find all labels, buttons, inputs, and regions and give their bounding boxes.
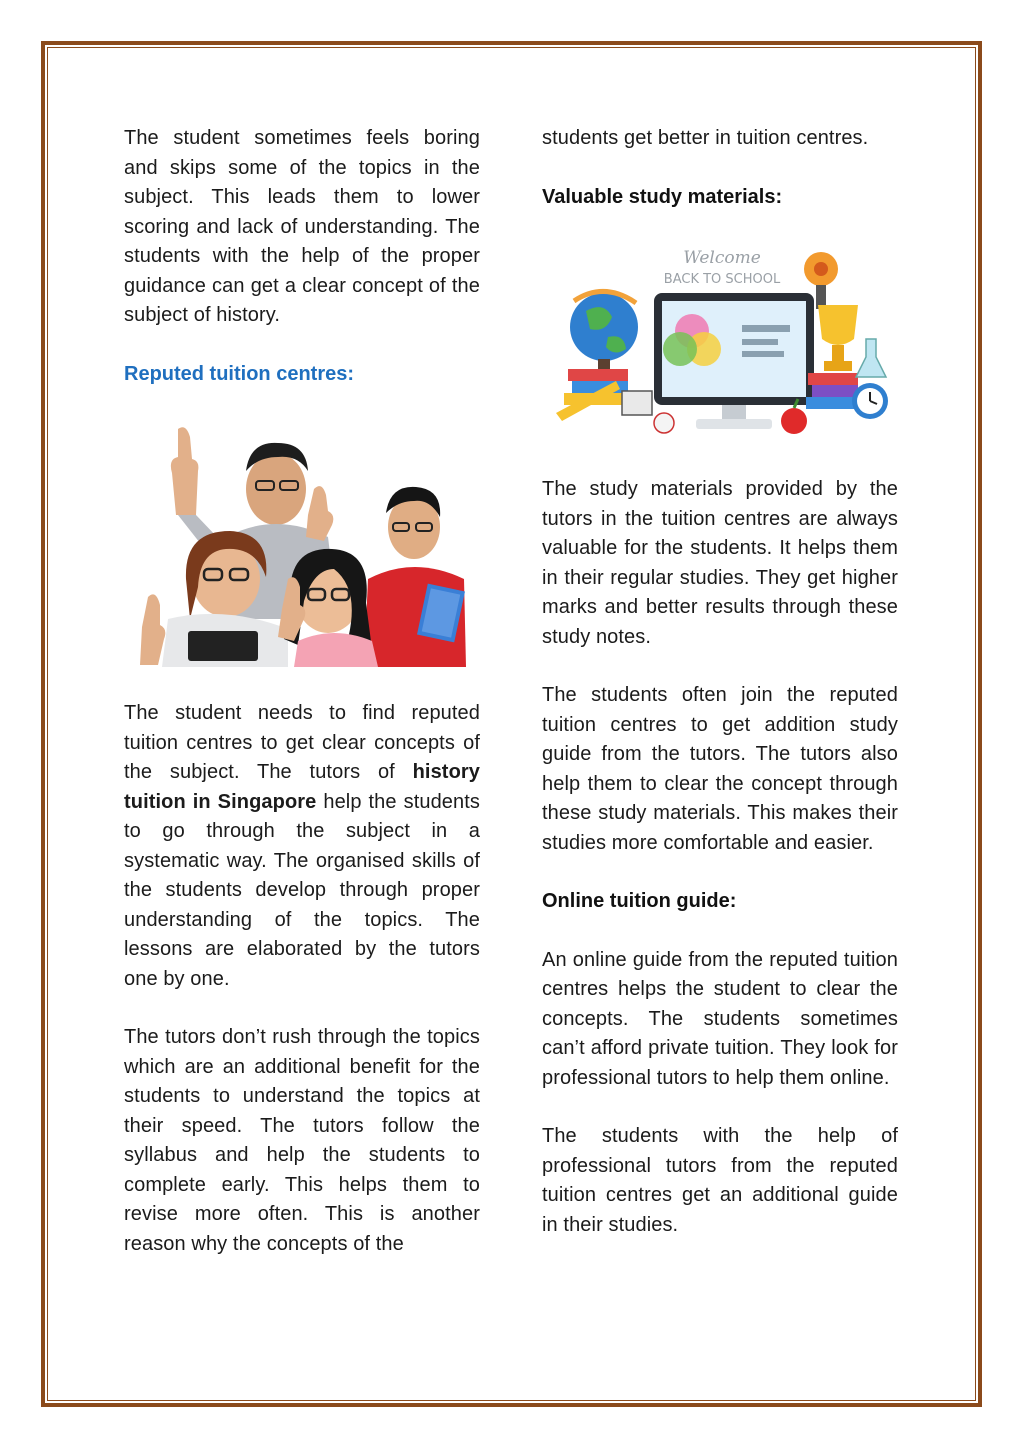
back-to-school-text: BACK TO SCHOOL [663, 272, 781, 287]
paragraph: The tutors don’t rush through the topics which are an additional benefit for the students to understand the topics at their speed. The tutors follow the syllabus and help the students to complete early. This helps them to revise more often. This is another reason why the concepts of the [124, 1026, 480, 1255]
paragraph: An online guide from the reputed tuition centres helps the student to clear the concepts. The students sometimes can’t afford private tuition. They look for professional tutors to help them online. [542, 948, 898, 1089]
right-column [542, 124, 898, 1269]
paragraph: The study materials provided by the tutors in the tuition centres are always valuable for the students. It helps them in their regular studies. They get higher marks and better results through these study notes. [542, 478, 898, 648]
history-tuition-singapore-keyword: history tuition in Singapore [124, 761, 480, 813]
back-to-school-illustration [546, 241, 896, 441]
paragraph: students get better in tuition centres. [542, 127, 869, 149]
heading-valuable-study-materials: Valuable study materials: [542, 185, 783, 208]
heading-reputed-tuition-centres: Reputed tuition centres: [124, 362, 355, 385]
paragraph-text: help the students to go through the subject in a systematic way. The organised skills of the students develop through proper understanding of the topics. The lessons are elaborated by the tutors one by one. [124, 790, 480, 990]
welcome-text: Welcome [683, 248, 761, 268]
paragraph: The student sometimes feels boring and skips some of the topics in the subject. This leads them to lower scoring and lack of understanding. The students with the help of the proper guidance can get a clear concept of the subject of history. [124, 127, 480, 326]
left-column [124, 124, 480, 1288]
paragraph: The students often join the reputed tuition centres to get addition study guide from the tutors. The tutors also help them to clear the concept through these study materials. This makes their studies more comfortable and easier. [542, 684, 898, 854]
paragraph: The students with the help of professional tutors from the reputed tuition centres get an additional guide in their studies. [542, 1125, 898, 1236]
paragraph-text: The student needs to find reputed tuition centres to get clear concepts of the subject. The tutors of [124, 702, 480, 783]
paragraph [124, 699, 480, 994]
students-thumbs-up-photo [138, 419, 468, 667]
heading-online-tuition-guide: Online tuition guide: [542, 890, 737, 912]
